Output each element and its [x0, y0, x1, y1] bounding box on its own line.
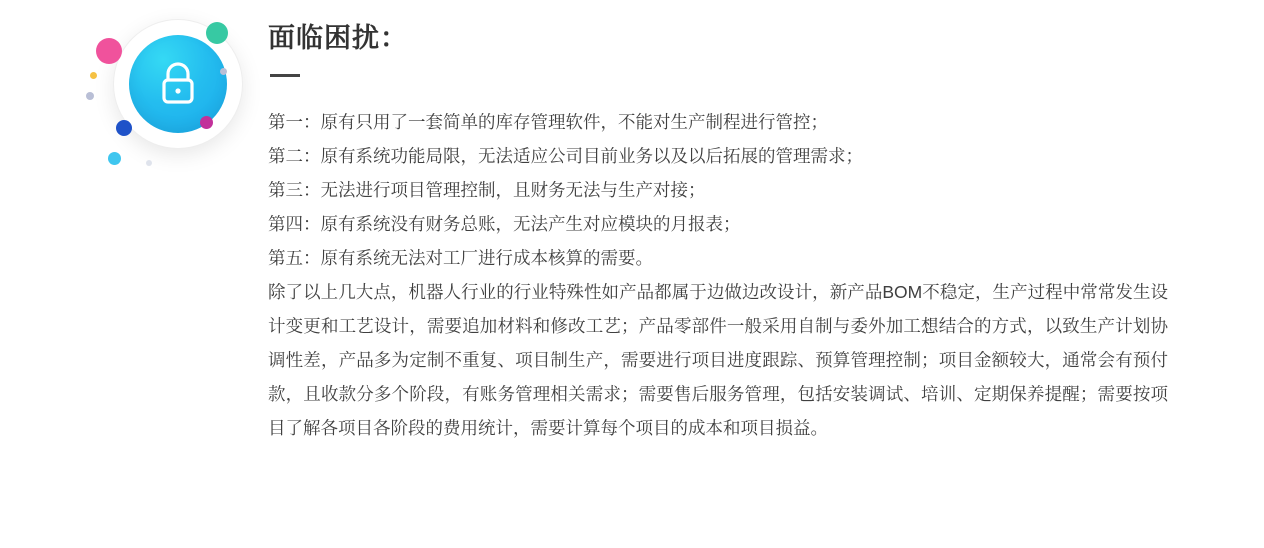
lock-illustration — [72, 8, 232, 178]
dot-pale — [146, 160, 152, 166]
lock-icon — [129, 35, 227, 133]
dot-pink — [96, 38, 122, 64]
page-title: 面临困扰： — [268, 23, 408, 53]
summary-paragraph: 除了以上几大点，机器人行业的行业特殊性如产品都属于边做边改设计，新产品BOM不稳定，生产过程中常常发生设计变更和工艺设计，需要追加材料和修改工艺；产品零部件一般采用自制与委外加工想结合的方式，以致生产计划协调性差，产品多为定制不重复、项目制生产，需要进行项目进度跟踪、预算管理控制；项目金额较大，通常会有预付款，且收款分多个阶段，有账务管理相关需求；需要售后服务管理，包括安装调试、培训、定期保养提醒；需要按项目了解各项目各阶段的费用统计，需要计算每个项目的成本和项目损益。 — [268, 282, 1168, 439]
dot-cyan — [108, 152, 121, 165]
dot-grey — [86, 92, 94, 100]
list-item: 第四：原有系统没有财务总账，无法产生对应模块的月报表； — [268, 214, 741, 235]
list-item: 第三：无法进行项目管理控制，且财务无法与生产对接； — [268, 180, 706, 201]
dot-teal — [206, 22, 228, 44]
lock-badge — [129, 35, 227, 133]
title-underline — [270, 74, 300, 77]
dot-blue — [116, 120, 132, 136]
dot-grey-small — [220, 68, 227, 75]
list-item: 第二：原有系统功能局限，无法适应公司目前业务以及以后拓展的管理需求； — [268, 146, 863, 167]
dot-yellow — [90, 72, 97, 79]
text-column — [268, 22, 1178, 445]
body-text — [268, 105, 1178, 445]
list-item: 第五：原有系统无法对工厂进行成本核算的需要。 — [268, 248, 653, 269]
list-item: 第一：原有只用了一套简单的库存管理软件，不能对生产制程进行管控； — [268, 112, 828, 133]
dot-magenta — [200, 116, 213, 129]
